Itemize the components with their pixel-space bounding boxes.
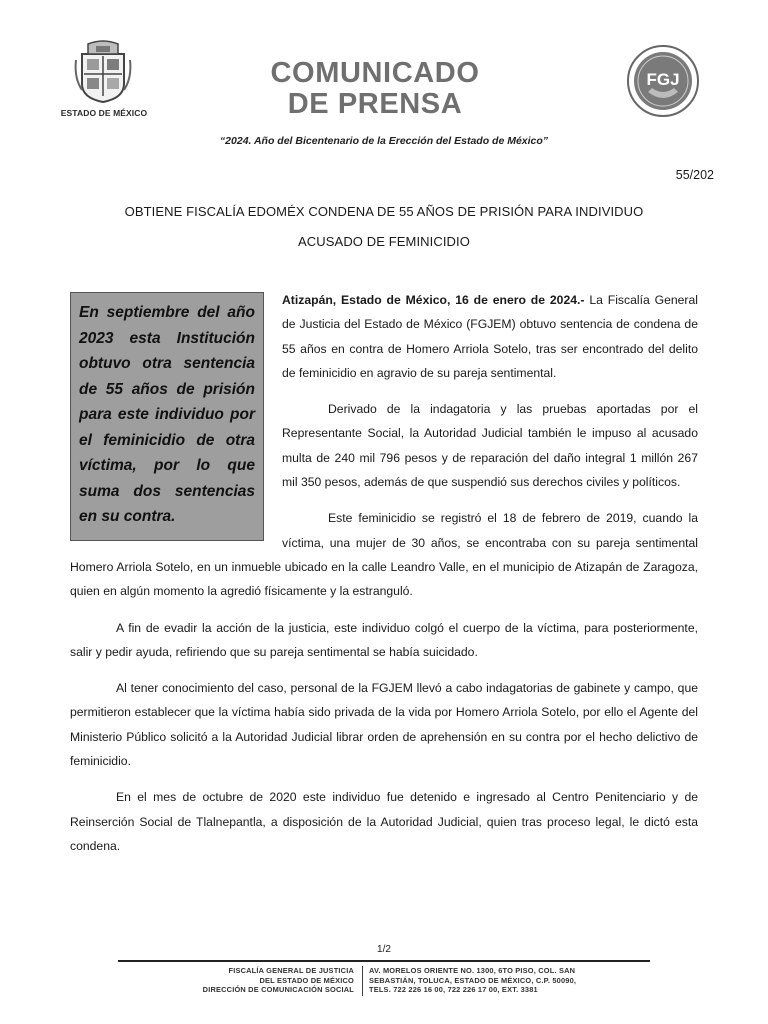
bulletin-number: 55/202 <box>675 168 714 182</box>
footer-rule <box>118 960 650 962</box>
title-line-2: DE PRENSA <box>287 88 463 120</box>
paragraph-6: En el mes de octubre de 2020 este individuo fue detenido e ingresado al Centro Penitenciario y de Reinserción Social de Tlalnepantla, a disposición de la Autoridad Judicial, quien tras proceso legal, le dictó esta condena. <box>70 790 698 853</box>
footer-institution-line-3: DIRECCIÓN DE COMUNICACIÓN SOCIAL <box>202 985 354 995</box>
footer-divider <box>362 966 363 996</box>
page-number: 1/2 <box>377 944 391 955</box>
footer-address-line-1: AV. MORELOS ORIENTE NO. 1300, 6TO PISO, COL. SAN <box>369 966 576 975</box>
paragraph-3: Este feminicidio se registró el 18 de febrero de 2019, cuando la víctima, una mujer de 30 años, se encontraba con su pareja sentimental Homero Arriola Sotelo, en un inmueble ubicado en la calle Leandro Valle, en el municipio de Atizapán de Zaragoza, quien en algún momento la agredió físicamente y la estranguló. <box>70 511 698 599</box>
footer-address-line-2: SEBASTIÁN, TOLUCA, ESTADO DE MÉXICO, C.P. 50090, <box>369 975 577 985</box>
fgj-seal-icon <box>626 44 700 118</box>
paragraph-1-text: La Fiscalía General de Justicia del Estado de México (FGJEM) obtuvo sentencia de condena de 55 años en contra de Homero Arriola Sotelo, tras ser encontrado del delito de feminicidio en agravio de su pareja sentimental. <box>282 293 698 380</box>
fgj-seal-text: FGJ <box>646 70 680 89</box>
headline-line-2: ACUSADO DE FEMINICIDIO <box>298 234 470 249</box>
article-body <box>70 288 698 870</box>
footer-address <box>369 966 609 995</box>
headline-line-1: OBTIENE FISCALÍA EDOMÉX CONDENA DE 55 AÑOS DE PRISIÓN PARA INDIVIDUO <box>124 204 644 219</box>
footer-institution-line-1: FISCALÍA GENERAL DE JUSTICIA <box>228 966 354 975</box>
press-release-title <box>230 58 520 120</box>
paragraph-4: A fin de evadir la acción de la justicia, este individuo colgó el cuerpo de la víctima, para posteriormente, salir y pedir ayuda, refiriendo que su pareja sentimental se había suicidado. <box>70 620 698 659</box>
paragraph-5: Al tener conocimiento del caso, personal de la FGJEM llevó a cabo indagatorias de gabinete y campo, que permitieron establecer que la víctima había sido privada de la vida por Homero Arriola Sotelo, por ello el Agente del Ministerio Público solicitó a la Autoridad Judicial librar orden de aprehensión en su contra por el hecho delictivo de feminicidio. <box>70 681 698 769</box>
headline <box>70 197 698 257</box>
footer-institution-line-2: DEL ESTADO DE MÉXICO <box>259 975 354 985</box>
footer-address-line-3: TELS. 722 226 16 00, 722 226 17 00, EXT. 3381 <box>369 985 538 995</box>
estado-de-mexico-label: ESTADO DE MÉXICO <box>60 108 148 118</box>
footer-institution <box>118 966 354 995</box>
paragraph-2: Derivado de la indagatoria y las pruebas aportadas por el Representante Social, la Autoridad Judicial también le impuso al acusado multa de 240 mil 796 pesos y de reparación del daño integral 1 millón 267 mil 350 pesos, además de que suspendió sus derechos civiles y políticos. <box>282 402 698 490</box>
dateline: Atizapán, Estado de México, 16 de enero de 2024.- <box>282 293 585 307</box>
motto: “2024. Año del Bicentenario de la Erección del Estado de México” <box>219 135 549 147</box>
title-line-1: COMUNICADO <box>270 57 480 89</box>
highlight-callout: En septiembre del año 2023 esta Institución obtuvo otra sentencia de 55 años de prisión para este individuo por el feminicidio de otra víctima, por lo que suma dos sentencias en su contra. <box>70 292 264 541</box>
